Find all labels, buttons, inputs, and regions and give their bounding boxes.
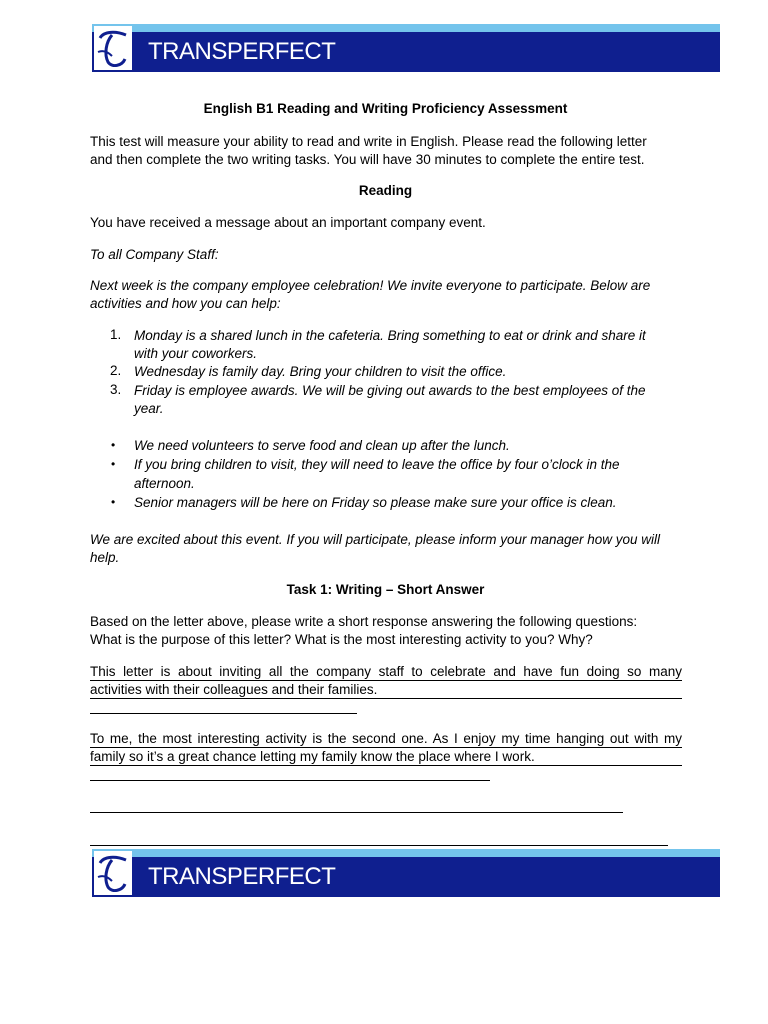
transperfect-logo-icon <box>94 851 132 895</box>
intro-line-2: and then complete the two writing tasks. You will have 30 minutes to complete the entire test. <box>90 152 645 167</box>
brand-name: TRANSPERFECT <box>148 38 336 65</box>
footer-banner <box>92 849 720 897</box>
blank-line <box>90 845 668 846</box>
bullet-icon: • <box>111 495 116 509</box>
brand-name: TRANSPERFECT <box>148 863 336 890</box>
answer-2 <box>90 730 682 766</box>
blank-line <box>90 812 623 813</box>
letter-closing-1: We are excited about this event. If you will participate, please inform your manager how you will <box>90 532 661 547</box>
logo <box>94 851 132 895</box>
list-item: Friday is employee awards. We will be giving out awards to the best employees of the <box>134 383 646 398</box>
list-number: 1. <box>110 327 122 342</box>
reading-heading: Reading <box>358 183 413 198</box>
list-item: Monday is a shared lunch in the cafeteria. Bring something to eat or drink and share it <box>134 328 646 343</box>
letter-opening-1: Next week is the company employee celebration! We invite everyone to participate. Below are <box>90 278 651 293</box>
blank-line <box>90 713 357 714</box>
answer-line: This letter is about inviting all the company staff to celebrate and have fun doing so many <box>90 664 682 679</box>
banner-stripe <box>92 849 720 857</box>
list-item: We need volunteers to serve food and clean up after the lunch. <box>134 438 510 453</box>
list-item: Senior managers will be here on Friday so please make sure your office is clean. <box>134 495 617 510</box>
blank-line <box>90 780 490 781</box>
task1-heading: Task 1: Writing – Short Answer <box>286 582 485 597</box>
page-title: English B1 Reading and Writing Proficiency Assessment <box>203 101 568 116</box>
task1-prompt-1: Based on the letter above, please write a short response answering the following questions: <box>90 614 638 629</box>
list-item: with your coworkers. <box>134 346 258 361</box>
list-number: 3. <box>110 382 122 397</box>
task1-prompt-2: What is the purpose of this letter? What is the most interesting activity to you? Why? <box>90 632 593 647</box>
transperfect-logo-icon <box>94 26 132 70</box>
answer-1 <box>90 663 682 699</box>
bullet-icon: • <box>111 457 116 471</box>
list-item: If you bring children to visit, they will need to leave the office by four o’clock in the <box>134 457 620 472</box>
bullet-icon: • <box>111 438 116 452</box>
list-number: 2. <box>110 363 122 378</box>
logo <box>94 26 132 70</box>
answer-line: activities with their colleagues and their families. <box>90 681 682 699</box>
answer-line: To me, the most interesting activity is the second one. As I enjoy my time hanging out with my <box>90 731 682 746</box>
banner-stripe <box>92 24 720 32</box>
letter-salutation: To all Company Staff: <box>90 247 219 262</box>
list-item: Wednesday is family day. Bring your children to visit the office. <box>134 364 507 379</box>
reading-intro: You have received a message about an important company event. <box>90 215 486 230</box>
letter-opening-2: activities and how you can help: <box>90 296 281 311</box>
intro-line-1: This test will measure your ability to read and write in English. Please read the following letter <box>90 134 647 149</box>
letter-closing-2: help. <box>90 550 120 565</box>
header-banner <box>92 24 720 72</box>
list-item: afternoon. <box>134 476 195 491</box>
list-item: year. <box>134 401 164 416</box>
answer-line: family so it’s a great chance letting my family know the place where I work. <box>90 748 682 766</box>
